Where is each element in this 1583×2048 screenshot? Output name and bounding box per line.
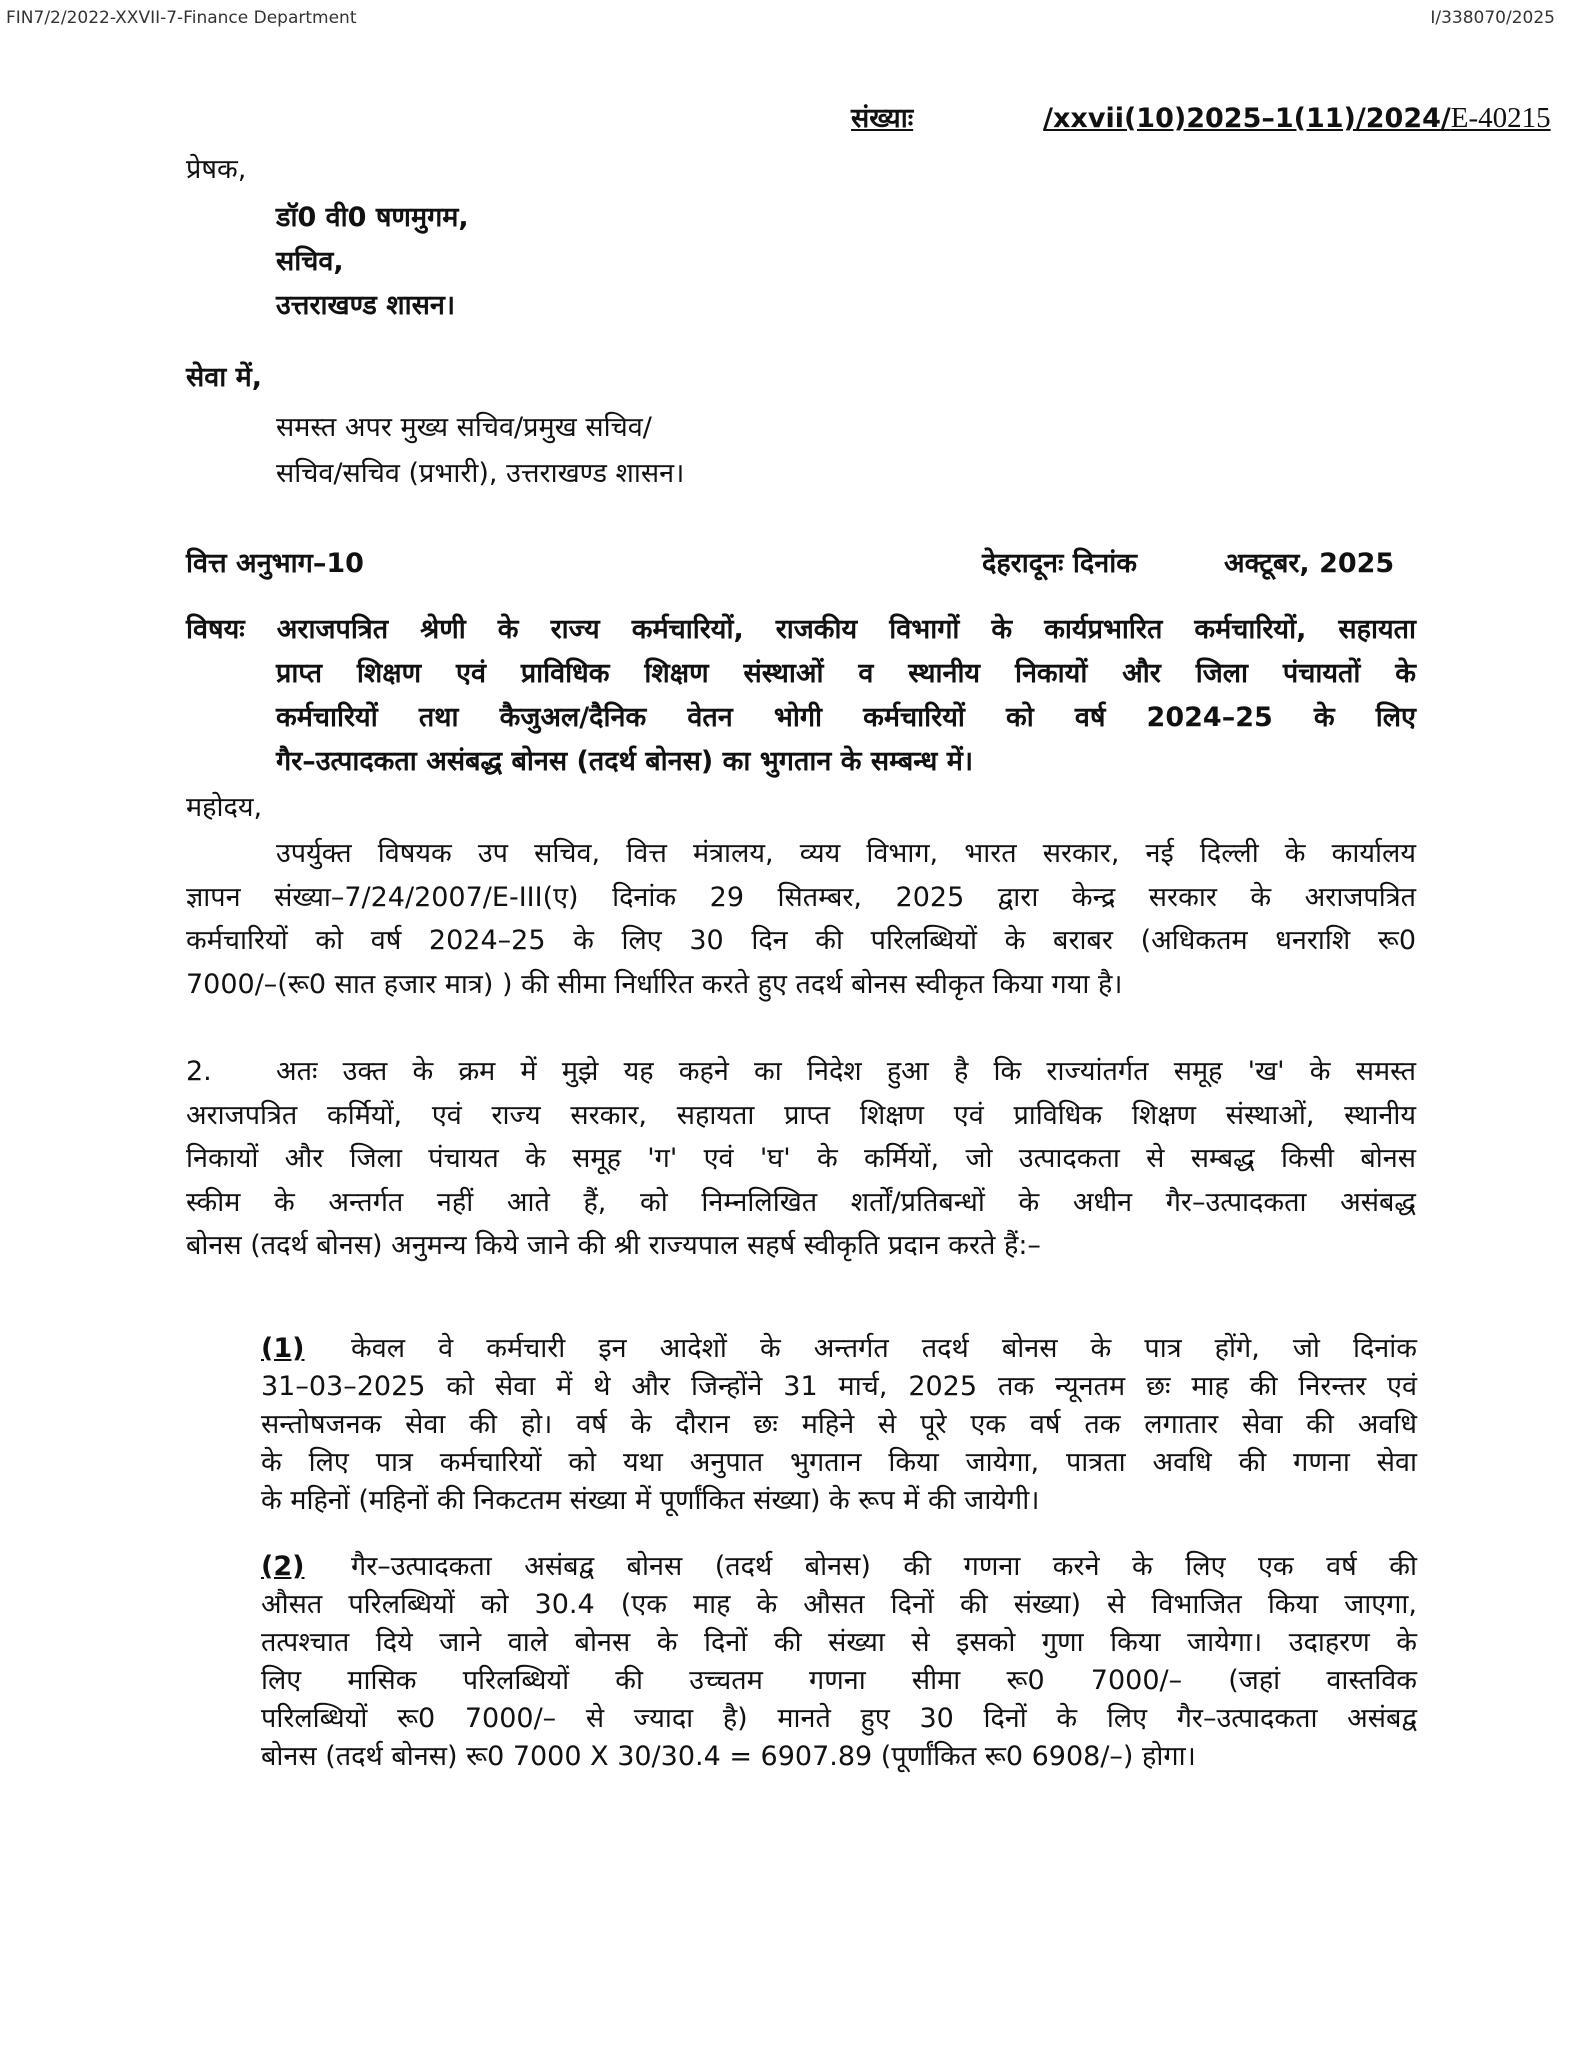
condition-1-line: के महिनों (महिनों की निकटतम संख्या में पूर्णांकित संख्या) के रूप में की जायेगी। [261, 1485, 1040, 1516]
paragraph-2 [186, 1050, 1416, 1268]
subject-label: विषयः [186, 614, 245, 645]
e-office-number: I/338070/2025 [1430, 8, 1555, 28]
condition-2-number: (2) [261, 1551, 305, 1582]
subject-line-1 [186, 608, 1416, 652]
condition-2-line: औसत परिलब्धियों को 30.4 (एक माह के औसत दिनों की संख्या) से विभाजित किया जाएगा, [261, 1589, 1417, 1620]
condition-1-text-1: केवल वे कर्मचारी इन आदेशों के अन्तर्गत तदर्थ बोनस के पात्र होंगे, जो दिनांक [351, 1333, 1417, 1364]
reference-enumber: E-40215 [1450, 102, 1551, 134]
paragraph-1-line: 7000/–(रू0 सात हजार मात्र) ) की सीमा निर्धारित करते हुए तदर्थ बोनस स्वीकृत किया गया है। [186, 968, 1123, 1000]
file-reference: FIN7/2/2022-XXVII-7-Finance Department [6, 8, 357, 28]
letter-date: अक्टूबर, 2025 [1224, 548, 1395, 579]
condition-2-text-1: गैर–उत्पादकता असंबद्व बोनस (तदर्थ बोनस) की गणना करने के लिए एक वर्ष की [351, 1551, 1417, 1582]
subject-line-4: गैर–उत्पादकता असंबद्ध बोनस (तदर्थ बोनस) का भुगतान के सम्बन्ध में। [276, 746, 974, 777]
sender-label: प्रेषक, [186, 154, 247, 185]
condition-1-line: 31–03–2025 को सेवा में थे और जिन्होंने 31 मार्च, 2025 तक न्यूनतम छः माह की निरन्तर एवं [261, 1371, 1417, 1402]
sender-designation: सचिव, [276, 246, 344, 277]
paragraph-2-line: स्कीम के अन्तर्गत नहीं आते हैं, को निम्नलिखित शर्तों/प्रतिबन्धों के अधीन गैर–उत्पादकता असंबद्ध [186, 1186, 1416, 1218]
condition-2-line: लिए मासिक परिलब्धियों की उच्चतम गणना सीमा रू0 7000/– (जहां वास्तविक [261, 1665, 1417, 1696]
paragraph-2-line: निकायों और जिला पंचायत के समूह 'ग' एवं 'घ' के कर्मियों, जो उत्पादकता से सम्बद्ध किसी बोनस [186, 1143, 1416, 1174]
sender-organisation: उत्तराखण्ड शासन। [276, 290, 456, 321]
recipient-line-1: समस्त अपर मुख्य सचिव/प्रमुख सचिव/ [276, 412, 652, 443]
subject-line-3: कर्मचारियों तथा कैजुअल/दैनिक वेतन भोगी कर्मचारियों को वर्ष 2024–25 के लिए [276, 702, 1416, 733]
paragraph-1-line: कर्मचारियों को वर्ष 2024–25 के लिए 30 दिन की परिलब्धियों के बराबर (अधिकतम धनराशि रू0 [186, 925, 1416, 956]
subject-text-1: अराजपत्रित श्रेणी के राज्य कर्मचारियों, राजकीय विभागों के कार्यप्रभारित कर्मचारियों, सहायता [276, 614, 1417, 645]
condition-2 [261, 1548, 1417, 1776]
paragraph-1-line: ज्ञापन संख्या–7/24/2007/E-III(ए) दिनांक 29 सितम्बर, 2025 द्वारा केन्द्र सरकार के अराजपत्रित [186, 881, 1416, 913]
paragraph-2-line: अराजपत्रित कर्मियों, एवं राज्य सरकार, सहायता प्राप्त शिक्षण एवं प्राविधिक शिक्षण संस्थाओं, स्थानीय [186, 1099, 1416, 1131]
condition-2-line: तत्पश्चात दिये जाने वाले बोनस के दिनों की संख्या से इसको गुणा किया जायेगा। उदाहरण के [261, 1627, 1417, 1658]
paragraph-1-line: उपर्युक्त विषयक उप सचिव, वित्त मंत्रालय, व्यय विभाग, भारत सरकार, नई दिल्ली के कार्यालय [276, 838, 1416, 869]
paragraph-2-text-1: अतः उक्त के क्रम में मुझे यह कहने का निदेश हुआ है कि राज्यांतर्गत समूह 'ख' के समस्त [276, 1056, 1416, 1087]
sender-name: डॉ0 वी0 षणमुगम, [276, 202, 469, 233]
place-date-label: देहरादूनः दिनांक [982, 548, 1137, 579]
paragraph-1 [186, 832, 1416, 1006]
section-name: वित्त अनुभाग–10 [186, 548, 364, 579]
condition-2-line [261, 1548, 1417, 1586]
subject-block [186, 608, 1416, 784]
condition-1 [261, 1330, 1417, 1520]
reference-label: संख्याः [851, 103, 914, 134]
recipient-line-2: सचिव/सचिव (प्रभारी), उत्तराखण्ड शासन। [276, 458, 685, 489]
condition-2-line: बोनस (तदर्थ बोनस) रू0 7000 X 30/30.4 = 6907.89 (पूर्णांकित रू0 6908/–) होगा। [261, 1741, 1196, 1772]
condition-1-line: सन्तोषजनक सेवा की हो। वर्ष के दौरान छः महिने से पूरे एक वर्ष तक लगातार सेवा की अवधि [261, 1409, 1417, 1440]
paragraph-2-line [186, 1050, 1416, 1094]
condition-1-line [261, 1330, 1417, 1368]
paragraph-2-number: 2. [186, 1056, 212, 1087]
condition-1-number: (1) [261, 1333, 305, 1364]
condition-1-line: के लिए पात्र कर्मचारियों को यथा अनुपात भुगतान किया जायेगा, पात्रता अवधि की गणना सेवा [261, 1447, 1417, 1478]
subject-line-2: प्राप्त शिक्षण एवं प्राविधिक शिक्षण संस्थाओं व स्थानीय निकायों और जिला पंचायतों के [276, 658, 1416, 689]
paragraph-2-line: बोनस (तदर्थ बोनस) अनुमन्य किये जाने की श्री राज्यपाल सहर्ष स्वीकृति प्रदान करते हैं:– [186, 1230, 1041, 1261]
reference-code: /xxvii(10)2025–1(11)/2024/ [1043, 103, 1451, 134]
recipient-label: सेवा में, [186, 362, 263, 393]
salutation: महोदय, [186, 792, 263, 823]
reference-number [851, 96, 1583, 141]
condition-2-line: परिलब्धियों रू0 7000/– से ज्यादा है) मानते हुए 30 दिनों के लिए गैर–उत्पादकता असंबद्व [261, 1703, 1417, 1734]
